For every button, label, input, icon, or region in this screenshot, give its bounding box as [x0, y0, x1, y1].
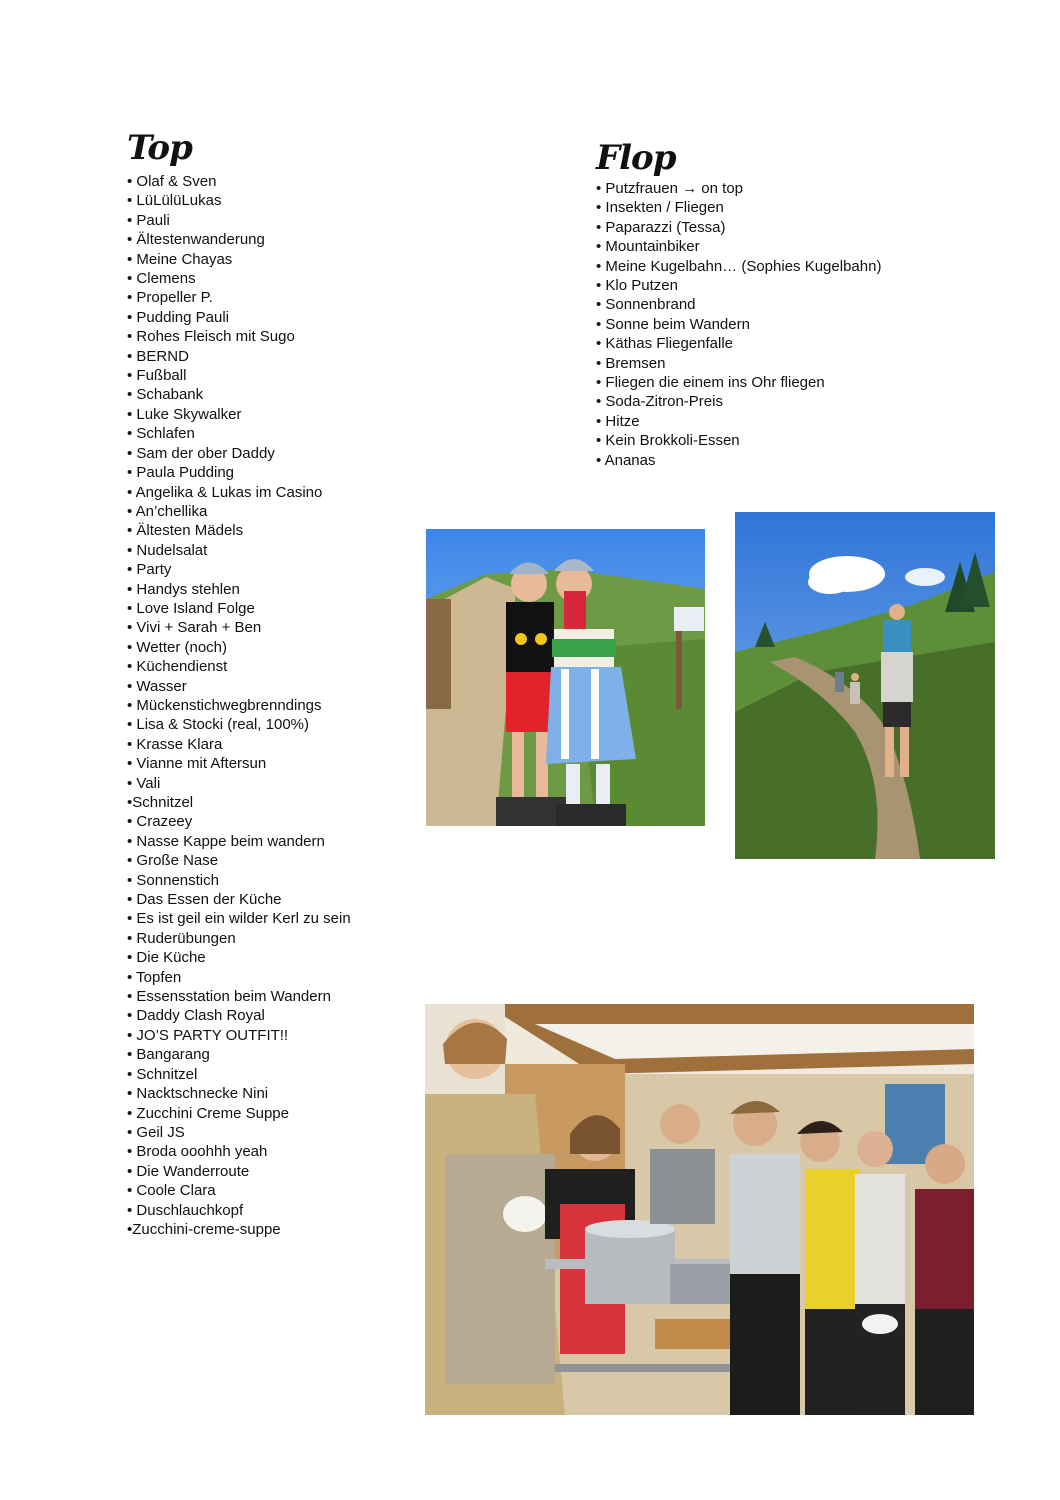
- top-list-item: • Bangarang: [127, 1046, 210, 1064]
- top-list-item: • An’chellika: [127, 502, 208, 520]
- top-list-item: • Sam der ober Daddy: [127, 444, 275, 462]
- top-list-item: • Das Essen der Küche: [127, 891, 282, 909]
- top-list-item: • Duschlauchkopf: [127, 1201, 244, 1219]
- top-list-item: •Zucchini-creme-suppe: [127, 1220, 281, 1238]
- top-list-item: • Zucchini Creme Suppe: [127, 1104, 289, 1122]
- flop-list-item: • Sonne beim Wandern: [596, 315, 750, 333]
- flop-list-item: • Soda-Zitron-Preis: [596, 393, 723, 411]
- flop-list-item: • Sonnenbrand: [596, 296, 696, 314]
- top-heading: Top: [127, 128, 192, 168]
- top-list-item: • Vali: [127, 774, 161, 792]
- top-list-item: • Geil JS: [127, 1123, 185, 1141]
- flop-list-item: • Bremsen: [596, 354, 666, 372]
- top-list-item: • Clemens: [127, 270, 196, 288]
- top-list-item: • Luke Skywalker: [127, 405, 242, 423]
- top-list-item: • Pauli: [127, 211, 170, 229]
- top-list-item: • Pudding Pauli: [127, 308, 229, 326]
- top-list-item: • Mückenstichwegbrenndings: [127, 696, 322, 714]
- flop-list-item: • Insekten / Fliegen: [596, 199, 724, 217]
- flop-heading: Flop: [596, 138, 676, 178]
- flop-list-item: • Klo Putzen: [596, 277, 678, 295]
- top-list-item: • Schabank: [127, 386, 204, 404]
- top-list-item: • Wetter (noch): [127, 638, 228, 656]
- kitchen-photo: [425, 1004, 974, 1415]
- flop-list-item: • Kein Brokkoli-Essen: [596, 432, 740, 450]
- flop-list-item: • Putzfrauen → on top: [596, 180, 744, 197]
- top-list-item: • Handys stehlen: [127, 580, 240, 598]
- top-list-item: • Daddy Clash Royal: [127, 1007, 265, 1025]
- top-list-item: • Küchendienst: [127, 658, 228, 676]
- top-list-item: • Sonnenstich: [127, 871, 219, 889]
- top-list-item: • Es ist geil ein wilder Kerl zu sein: [127, 910, 351, 928]
- flop-list-item: • Paparazzi (Tessa): [596, 218, 726, 236]
- top-list-item: • Nasse Kappe beim wandern: [127, 832, 325, 850]
- top-list-item: • Die Wanderroute: [127, 1162, 250, 1180]
- top-list-item: • Ältestenwanderung: [127, 231, 265, 249]
- top-list-item: • BERND: [127, 347, 189, 365]
- top-list-item: • Wasser: [127, 677, 187, 695]
- top-list-item: • Krasse Klara: [127, 735, 223, 753]
- flop-list-item: • Fliegen die einem ins Ohr fliegen: [596, 374, 825, 392]
- top-list-item: • Vivi + Sarah + Ben: [127, 619, 262, 637]
- top-list-item: • Vianne mit Aftersun: [127, 755, 267, 773]
- top-list-item: • Essensstation beim Wandern: [127, 988, 331, 1006]
- top-list-item: • JO’S PARTY OUTFIT!!: [127, 1026, 289, 1044]
- top-list-item: • Nacktschnecke Nini: [127, 1085, 269, 1103]
- top-list-item: • Ruderübungen: [127, 929, 236, 947]
- top-list-item: • Angelika & Lukas im Casino: [127, 483, 323, 501]
- top-list-item: •Schnitzel: [127, 794, 194, 811]
- top-list-item: • Olaf & Sven: [127, 173, 217, 190]
- top-list-item: • Fußball: [127, 367, 187, 385]
- top-list-item: • Große Nase: [127, 852, 219, 870]
- flop-list-item: • Meine Kugelbahn… (Sophies Kugelbahn): [596, 257, 882, 275]
- flop-list-item: • Hitze: [596, 412, 640, 430]
- top-list-item: • LüLülüLukas: [127, 192, 222, 210]
- top-list-item: • Nudelsalat: [127, 541, 208, 559]
- top-list-item: • Coole Clara: [127, 1182, 216, 1200]
- top-list-item: • Propeller P.: [127, 289, 213, 307]
- flop-list-item: • Ananas: [596, 451, 656, 469]
- top-list-item: • Rohes Fleisch mit Sugo: [127, 328, 295, 346]
- top-list-item: • Crazeey: [127, 813, 193, 831]
- top-list-item: • Broda ooohhh yeah: [127, 1143, 268, 1161]
- top-list-item: • Meine Chayas: [127, 250, 233, 268]
- flop-list-item: • Käthas Fliegenfalle: [596, 335, 733, 353]
- top-list: [127, 172, 427, 1239]
- top-list-item: • Die Küche: [127, 949, 206, 967]
- flop-list: [596, 179, 996, 470]
- top-list-item: • Lisa & Stocki (real, 100%): [127, 716, 309, 734]
- costume-photo: [426, 529, 705, 826]
- top-list-item: • Paula Pudding: [127, 464, 234, 482]
- top-list-item: • Topfen: [127, 968, 182, 986]
- top-list-item: • Love Island Folge: [127, 599, 255, 617]
- top-list-item: • Ältesten Mädels: [127, 522, 244, 540]
- hiking-photo: [735, 512, 995, 859]
- top-list-item: • Schlafen: [127, 425, 195, 443]
- top-list-item: • Party: [127, 561, 172, 579]
- top-list-item: • Schnitzel: [127, 1065, 198, 1083]
- flop-list-item: • Mountainbiker: [596, 238, 700, 256]
